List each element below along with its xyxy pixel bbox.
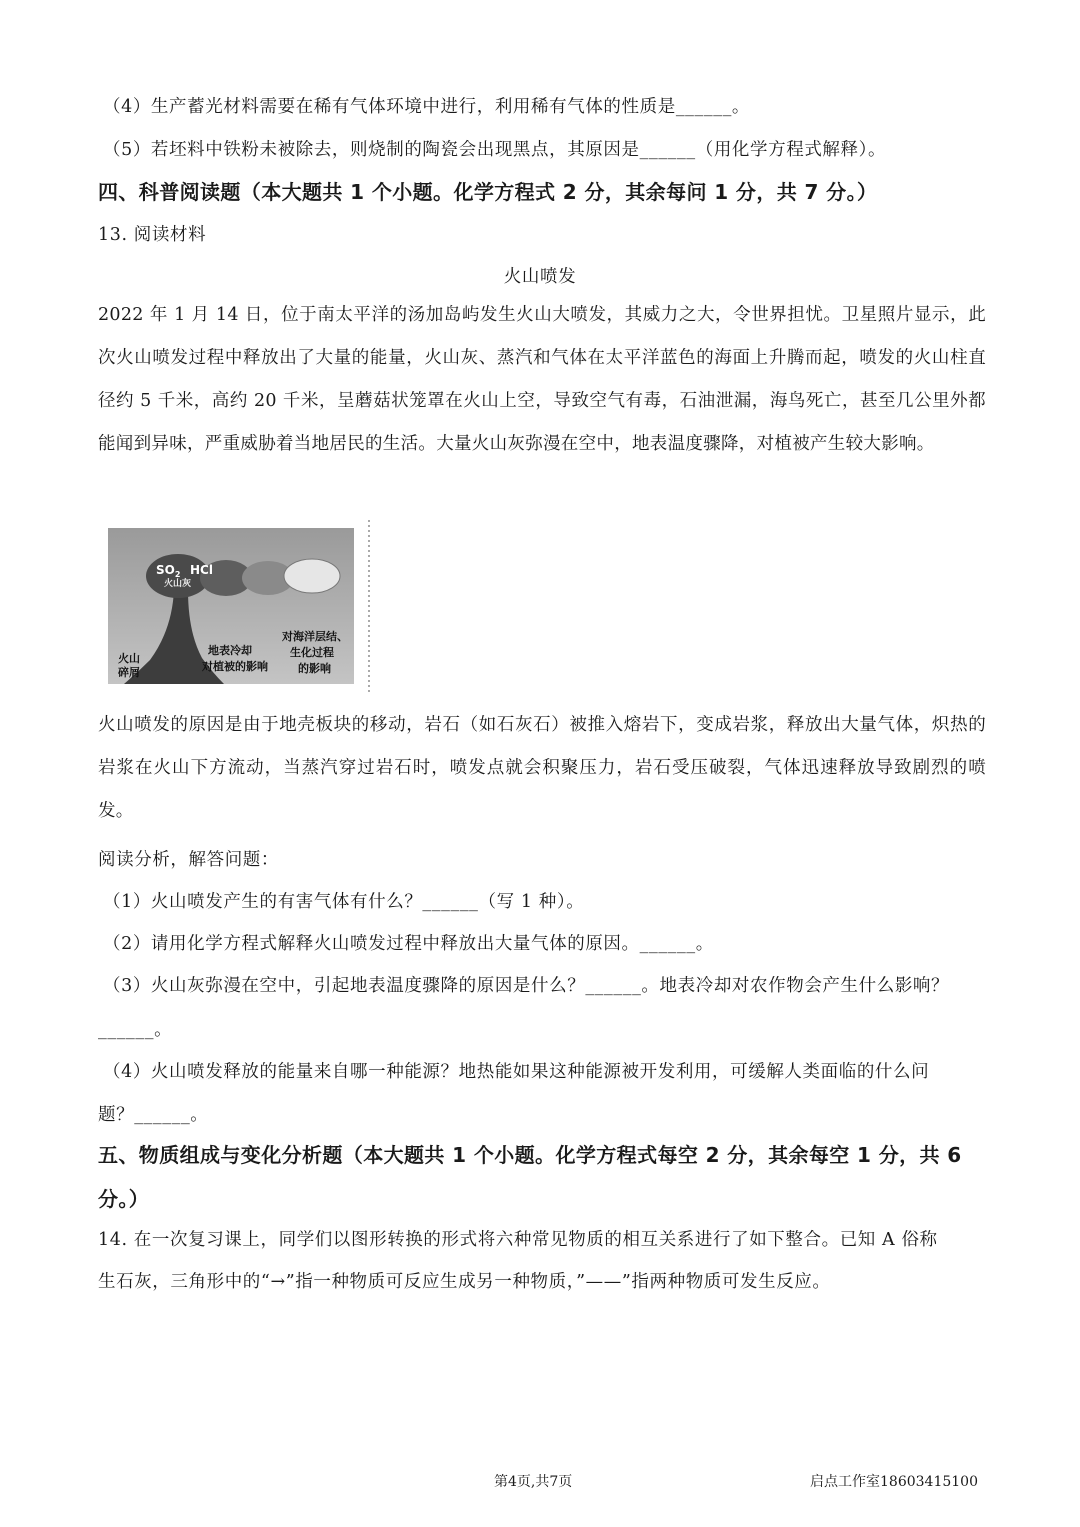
question-13-2: （2）请用化学方程式解释火山喷发过程中释放出大量气体的原因。______。 xyxy=(103,934,714,954)
section-4-heading: 四、科普阅读题（本大题共 1 个小题。化学方程式 2 分，其余每问 1 分，共 7 分。） xyxy=(98,180,878,204)
debris-label-1: 火山 xyxy=(118,652,140,665)
question-13-3a: （3）火山灰弥漫在空中，引起地表温度骤降的原因是什么？______。地表冷却对农作物会产生什么影响？ xyxy=(103,976,950,996)
article-title: 火山喷发 xyxy=(503,267,577,287)
question-12-4: （4）生产蓄光材料需要在稀有气体环境中进行，利用稀有气体的性质是______。 xyxy=(103,97,751,117)
ocean-label-3: 的影响 xyxy=(298,662,331,675)
ocean-label-1: 对海洋层结、 xyxy=(282,630,348,643)
question-13-4b: 题？______。 xyxy=(98,1105,209,1125)
question-13-label: 13. 阅读材料 xyxy=(98,225,207,245)
vegetation-label: 对植被的影响 xyxy=(202,660,268,673)
question-13-1: （1）火山喷发产生的有害气体有什么？______（写 1 种）。 xyxy=(103,892,585,912)
cooling-label: 地表冷却 xyxy=(208,644,252,657)
article-paragraph-2: 火山喷发的原因是由于地壳板块的移动，岩石（如石灰石）被推入熔岩下，变成岩浆，释放出大量气体，炽热的岩浆在火山下方流动，当蒸汽穿过岩石时，喷发点就会积聚压力，岩石受压破裂，气体迅速释放导致剧烈的喷发。 xyxy=(98,715,986,821)
volcano-eruption-figure xyxy=(104,520,372,692)
section-5-heading-2: 分。） xyxy=(98,1187,150,1211)
article-paragraph-1: 2022 年 1 月 14 日，位于南太平洋的汤加岛屿发生火山大喷发，其威力之大，令世界担忧。卫星照片显示，此次火山喷发过程中释放出了大量的能量，火山灰、蒸汽和气体在太平洋蓝色的海面上升腾而起，喷发的火山柱直径约 5 千米，高约 20 千米，呈蘑菇状笼罩在火山上空，导致空气有毒，石油泄漏，海鸟死亡，甚至几公里外都能闻到异味，严重威胁着当地居民的生活。大量火山灰弥漫在空中，地表温度骤降，对植被产生较大影响。 xyxy=(98,305,986,454)
question-13-3b: ______。 xyxy=(98,1020,173,1040)
debris-label-2: 碎屑 xyxy=(118,666,140,679)
reading-prompt: 阅读分析，解答问题： xyxy=(98,850,279,870)
question-14-line-2: 生石灰，三角形中的“→”指一种物质可反应生成另一种物质，”——”指两种物质可发生反应。 xyxy=(98,1272,831,1292)
section-5-heading-1: 五、物质组成与变化分析题（本大题共 1 个小题。化学方程式每空 2 分，其余每空 1 分，共 6 xyxy=(98,1143,962,1167)
page-number: 第4页,共7页 xyxy=(494,1474,573,1490)
studio-contact: 启点工作室18603415100 xyxy=(810,1474,978,1490)
hcl-label: HCl xyxy=(190,563,213,577)
question-14-line-1: 14. 在一次复习课上，同学们以图形转换的形式将六种常见物质的相互关系进行了如下整合。已知 A 俗称 xyxy=(98,1230,938,1250)
so2-label: $SO_2$ xyxy=(156,563,181,579)
ash-label: 火山灰 xyxy=(164,579,192,589)
question-12-5: （5）若坯料中铁粉未被除去，则烧制的陶瓷会出现黑点，其原因是______（用化学方程式解释）。 xyxy=(103,140,887,160)
question-13-4a: （4）火山喷发释放的能量来自哪一种能源？地热能如果这种能源被开发利用，可缓解人类面临的什么问 xyxy=(103,1062,930,1082)
ocean-label-2: 生化过程 xyxy=(290,646,334,659)
